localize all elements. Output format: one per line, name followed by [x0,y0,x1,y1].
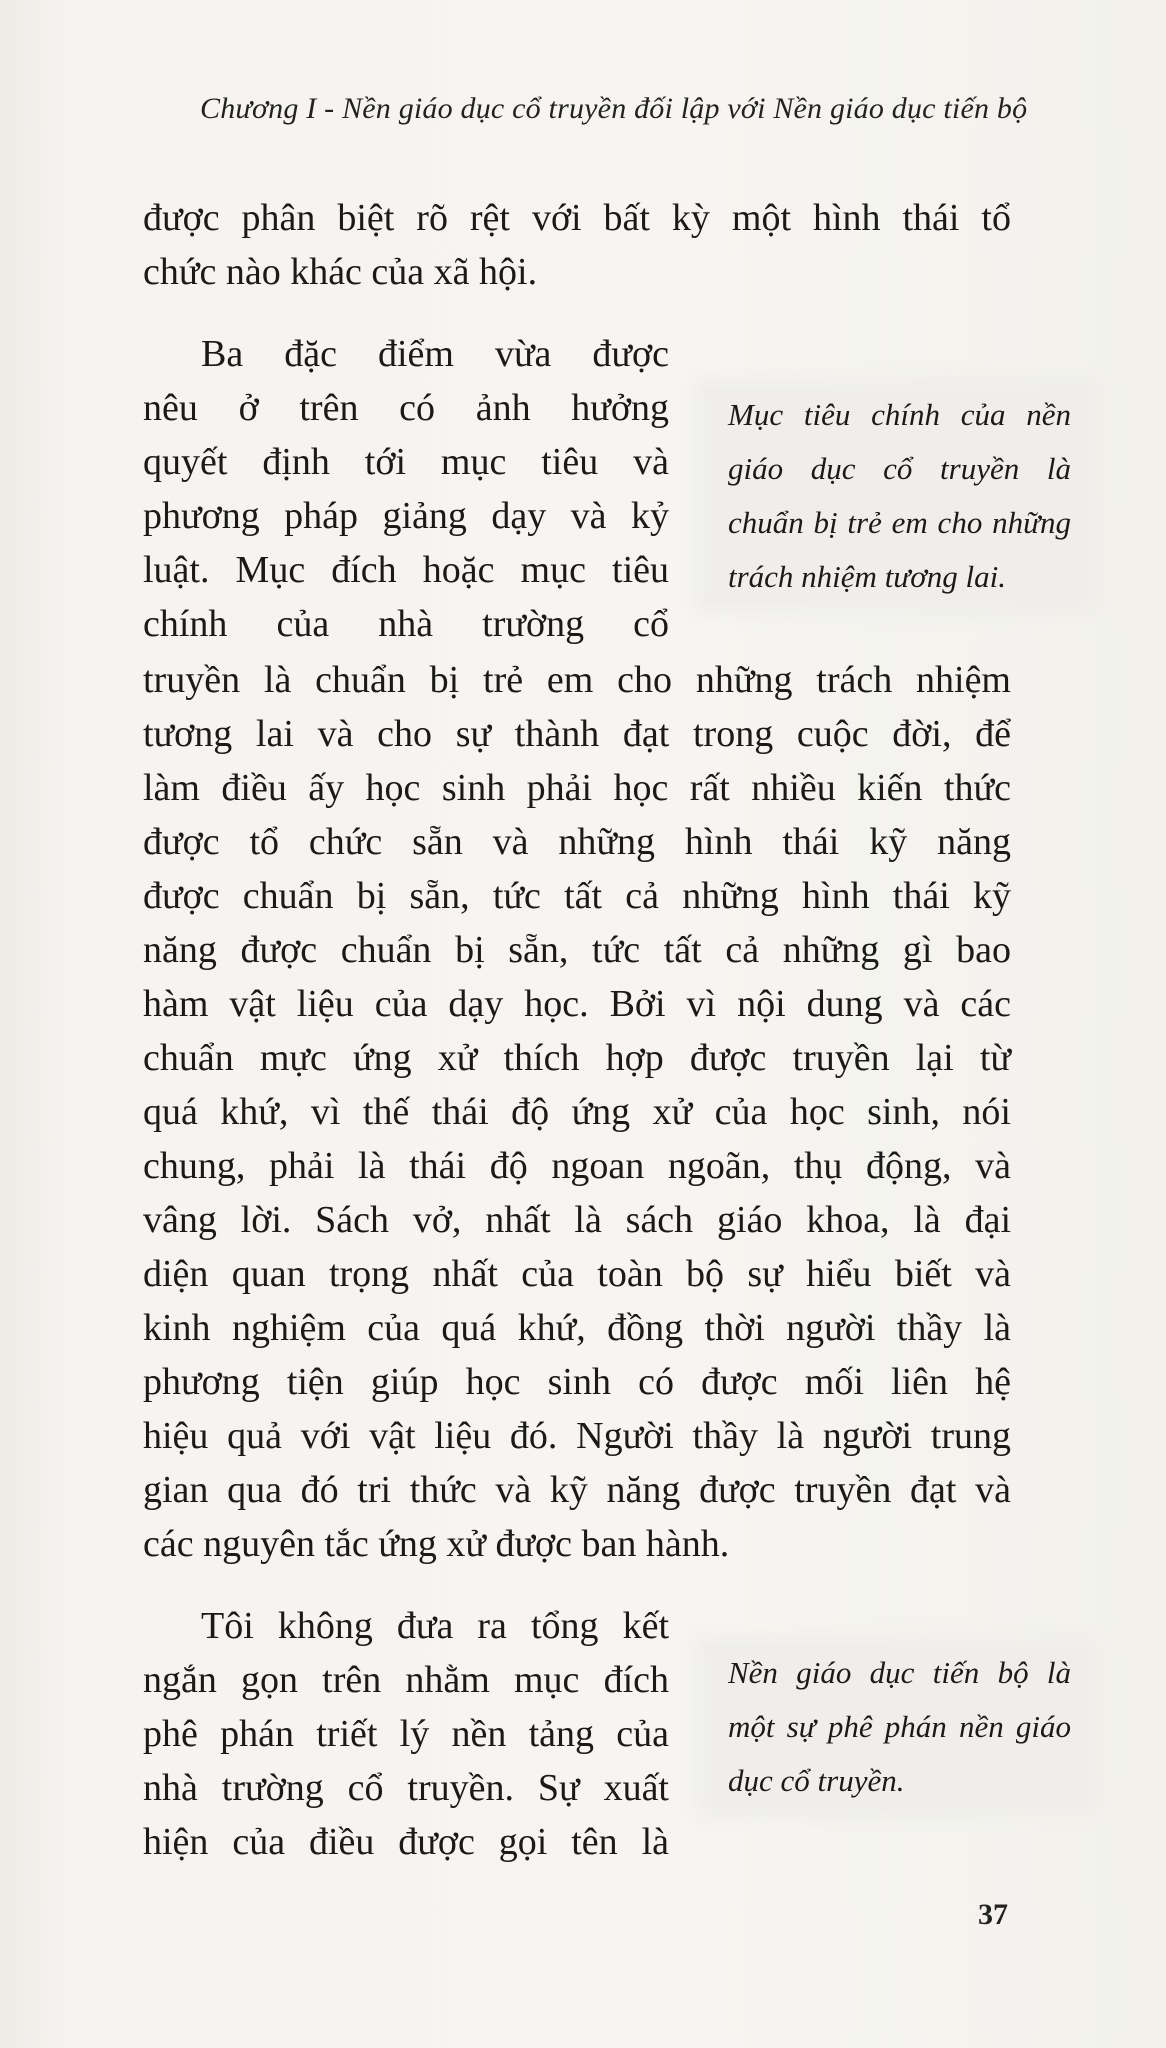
margin-note [706,1646,1091,1808]
body-line: quyết định tới mục tiêu và [143,441,669,483]
body-line: được chuẩn bị sẵn, tức tất cả những hình thái kỹ [143,875,1011,917]
body-line: tương lai và cho sự thành đạt trong cuộc đời, để [143,713,1011,755]
margin-note-line: Mục tiêu chính của nền [728,397,1071,432]
body-line: Tôi không đưa ra tổng kết [201,1605,669,1647]
margin-note-line: dục cổ truyền. [728,1763,905,1798]
body-line: quá khứ, vì thế thái độ ứng xử của học sinh, nói [143,1091,1011,1133]
body-line: các nguyên tắc ứng xử được ban hành. [143,1523,730,1565]
body-line: Ba đặc điểm vừa được [201,333,669,375]
body-line: chung, phải là thái độ ngoan ngoãn, thụ động, và [143,1145,1011,1187]
margin-note [706,388,1091,604]
body-line: hiện của điều được gọi tên là [143,1821,669,1863]
body-line: luật. Mục đích hoặc mục tiêu [143,549,669,591]
body-line: phương tiện giúp học sinh có được mối liên hệ [143,1361,1011,1403]
body-line: chức nào khác của xã hội. [143,251,538,293]
body-line: được phân biệt rõ rệt với bất kỳ một hình thái tổ [143,197,1011,239]
body-line: vâng lời. Sách vở, nhất là sách giáo khoa, là đại [143,1199,1011,1241]
body-line: kinh nghiệm của quá khứ, đồng thời người thầy là [143,1307,1011,1349]
body-line: nhà trường cổ truyền. Sự xuất [143,1767,669,1809]
body-line: gian qua đó tri thức và kỹ năng được truyền đạt và [143,1469,1011,1511]
page-number: 37 [978,1898,1008,1931]
margin-note-line: Nền giáo dục tiến bộ là [728,1655,1071,1690]
body-line: phê phán triết lý nền tảng của [143,1713,669,1755]
body-line: chuẩn mực ứng xử thích hợp được truyền lại từ [143,1037,1011,1079]
body-line: nêu ở trên có ảnh hưởng [143,387,669,429]
body-line: năng được chuẩn bị sẵn, tức tất cả những gì bao [143,929,1011,971]
body-line: được tổ chức sẵn và những hình thái kỹ năng [143,821,1011,863]
body-line: chính của nhà trường cổ [143,603,669,645]
body-line: ngắn gọn trên nhằm mục đích [143,1659,669,1701]
body-line: phương pháp giảng dạy và kỷ [143,495,669,537]
running-header: Chương I - Nền giáo dục cổ truyền đối lập với Nền giáo dục tiến bộ [200,92,1028,125]
margin-note-line: một sự phê phán nền giáo [728,1709,1071,1744]
body-line: diện quan trọng nhất của toàn bộ sự hiểu biết và [143,1253,1011,1295]
margin-note-line: chuẩn bị trẻ em cho những [728,505,1071,540]
body-line: làm điều ấy học sinh phải học rất nhiều kiến thức [143,767,1011,809]
body-line: hiệu quả với vật liệu đó. Người thầy là người trung [143,1415,1011,1457]
margin-note-line: trách nhiệm tương lai. [728,559,1006,594]
body-line: truyền là chuẩn bị trẻ em cho những trách nhiệm [143,659,1011,701]
body-line: hàm vật liệu của dạy học. Bởi vì nội dung và các [143,983,1011,1025]
margin-note-line: giáo dục cổ truyền là [728,451,1071,486]
